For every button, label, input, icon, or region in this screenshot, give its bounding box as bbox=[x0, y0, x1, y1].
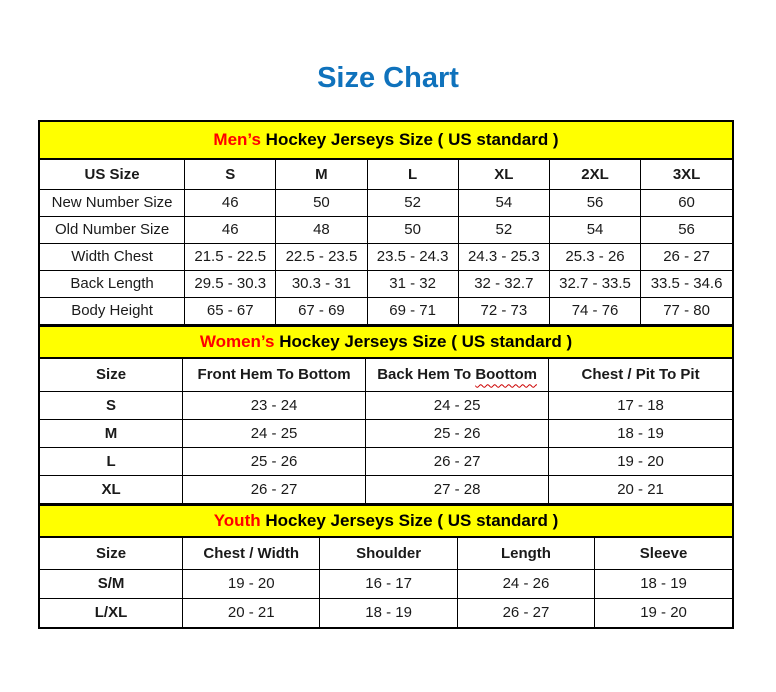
row-label: L/XL bbox=[40, 598, 183, 627]
misspelled-word: Boottom bbox=[475, 366, 537, 384]
size-chart-tables bbox=[38, 120, 734, 629]
size-value: 46 bbox=[185, 216, 276, 243]
size-value: 26 - 27 bbox=[366, 448, 549, 476]
size-value: 27 - 28 bbox=[366, 476, 549, 504]
size-value: 48 bbox=[276, 216, 367, 243]
size-value: 72 - 73 bbox=[458, 297, 549, 324]
size-value: 69 - 71 bbox=[367, 297, 458, 324]
youth-size-table bbox=[40, 538, 732, 627]
womens-header-highlight: Women’s bbox=[199, 331, 275, 351]
row-label: M bbox=[40, 420, 183, 448]
mens-header-row bbox=[40, 160, 732, 189]
row-label: Width Chest bbox=[40, 243, 185, 270]
size-value: 18 - 19 bbox=[320, 598, 457, 627]
size-value: 29.5 - 30.3 bbox=[185, 270, 276, 297]
table-row bbox=[40, 569, 732, 598]
row-label: Old Number Size bbox=[40, 216, 185, 243]
size-value: 18 - 19 bbox=[595, 569, 732, 598]
column-header: Front Hem To Bottom bbox=[183, 359, 366, 392]
size-value: 56 bbox=[641, 216, 732, 243]
mens-size-table bbox=[40, 160, 732, 325]
size-value: 24 - 26 bbox=[457, 569, 594, 598]
row-label: XL bbox=[40, 476, 183, 504]
size-value: 65 - 67 bbox=[185, 297, 276, 324]
row-label: S/M bbox=[40, 569, 183, 598]
row-label: L bbox=[40, 448, 183, 476]
size-value: 18 - 19 bbox=[549, 420, 732, 448]
column-header-misspelled bbox=[366, 359, 549, 392]
table-row bbox=[40, 392, 732, 420]
womens-header-row bbox=[40, 359, 732, 392]
youth-header-row bbox=[40, 538, 732, 569]
youth-header-highlight: Youth bbox=[213, 511, 261, 530]
size-value: 26 - 27 bbox=[641, 243, 732, 270]
section-womens bbox=[40, 325, 732, 505]
table-row bbox=[40, 189, 732, 216]
column-header: US Size bbox=[40, 160, 185, 189]
table-row bbox=[40, 297, 732, 324]
column-header: Chest / Width bbox=[183, 538, 320, 569]
size-value: 60 bbox=[641, 189, 732, 216]
misspelled-prefix: Back Hem To bbox=[377, 366, 472, 384]
size-value: 17 - 18 bbox=[549, 392, 732, 420]
size-value: 20 - 21 bbox=[549, 476, 732, 504]
womens-size-table bbox=[40, 359, 732, 505]
row-label: Body Height bbox=[40, 297, 185, 324]
page-title: Size Chart bbox=[317, 62, 459, 94]
table-row bbox=[40, 216, 732, 243]
size-value: 46 bbox=[185, 189, 276, 216]
size-value: 26 - 27 bbox=[457, 598, 594, 627]
column-header: Chest / Pit To Pit bbox=[549, 359, 732, 392]
size-value: 25 - 26 bbox=[366, 420, 549, 448]
size-value: 23 - 24 bbox=[183, 392, 366, 420]
row-label: S bbox=[40, 392, 183, 420]
size-value: 52 bbox=[458, 216, 549, 243]
size-value: 32 - 32.7 bbox=[458, 270, 549, 297]
column-header: Size bbox=[40, 538, 183, 569]
size-value: 20 - 21 bbox=[183, 598, 320, 627]
section-mens bbox=[40, 122, 732, 325]
size-value: 67 - 69 bbox=[276, 297, 367, 324]
size-value: 30.3 - 31 bbox=[276, 270, 367, 297]
column-header: 2XL bbox=[549, 160, 640, 189]
mens-header-highlight: Men’s bbox=[213, 130, 261, 149]
size-value: 32.7 - 33.5 bbox=[549, 270, 640, 297]
youth-header-rest: Hockey Jerseys Size ( US standard ) bbox=[260, 511, 559, 530]
column-header: Size bbox=[40, 359, 183, 392]
size-value: 50 bbox=[276, 189, 367, 216]
column-header: XL bbox=[458, 160, 549, 189]
table-row bbox=[40, 448, 732, 476]
womens-header-rest: Hockey Jerseys Size ( US standard ) bbox=[274, 331, 573, 351]
size-value: 54 bbox=[458, 189, 549, 216]
mens-header-rest: Hockey Jerseys Size ( US standard ) bbox=[260, 130, 559, 149]
size-value: 23.5 - 24.3 bbox=[367, 243, 458, 270]
size-value: 25.3 - 26 bbox=[549, 243, 640, 270]
size-value: 26 - 27 bbox=[183, 476, 366, 504]
section-youth bbox=[40, 504, 732, 627]
row-label: Back Length bbox=[40, 270, 185, 297]
column-header: Length bbox=[457, 538, 594, 569]
size-value: 19 - 20 bbox=[595, 598, 732, 627]
size-value: 54 bbox=[549, 216, 640, 243]
size-value: 52 bbox=[367, 189, 458, 216]
table-row bbox=[40, 476, 732, 504]
womens-section-header bbox=[40, 325, 732, 359]
size-value: 16 - 17 bbox=[320, 569, 457, 598]
size-value: 31 - 32 bbox=[367, 270, 458, 297]
size-value: 24.3 - 25.3 bbox=[458, 243, 549, 270]
column-header: 3XL bbox=[641, 160, 732, 189]
column-header: S bbox=[185, 160, 276, 189]
size-value: 19 - 20 bbox=[549, 448, 732, 476]
column-header: Sleeve bbox=[595, 538, 732, 569]
size-value: 56 bbox=[549, 189, 640, 216]
size-value: 25 - 26 bbox=[183, 448, 366, 476]
size-value: 24 - 25 bbox=[183, 420, 366, 448]
mens-section-header bbox=[40, 122, 732, 160]
size-value: 74 - 76 bbox=[549, 297, 640, 324]
youth-section-header bbox=[40, 504, 732, 538]
size-value: 50 bbox=[367, 216, 458, 243]
size-value: 22.5 - 23.5 bbox=[276, 243, 367, 270]
table-row bbox=[40, 598, 732, 627]
table-row bbox=[40, 243, 732, 270]
column-header: L bbox=[367, 160, 458, 189]
row-label: New Number Size bbox=[40, 189, 185, 216]
table-row bbox=[40, 270, 732, 297]
size-value: 33.5 - 34.6 bbox=[641, 270, 732, 297]
column-header: M bbox=[276, 160, 367, 189]
column-header: Shoulder bbox=[320, 538, 457, 569]
size-value: 24 - 25 bbox=[366, 392, 549, 420]
size-value: 21.5 - 22.5 bbox=[185, 243, 276, 270]
table-row bbox=[40, 420, 732, 448]
size-value: 19 - 20 bbox=[183, 569, 320, 598]
size-value: 77 - 80 bbox=[641, 297, 732, 324]
